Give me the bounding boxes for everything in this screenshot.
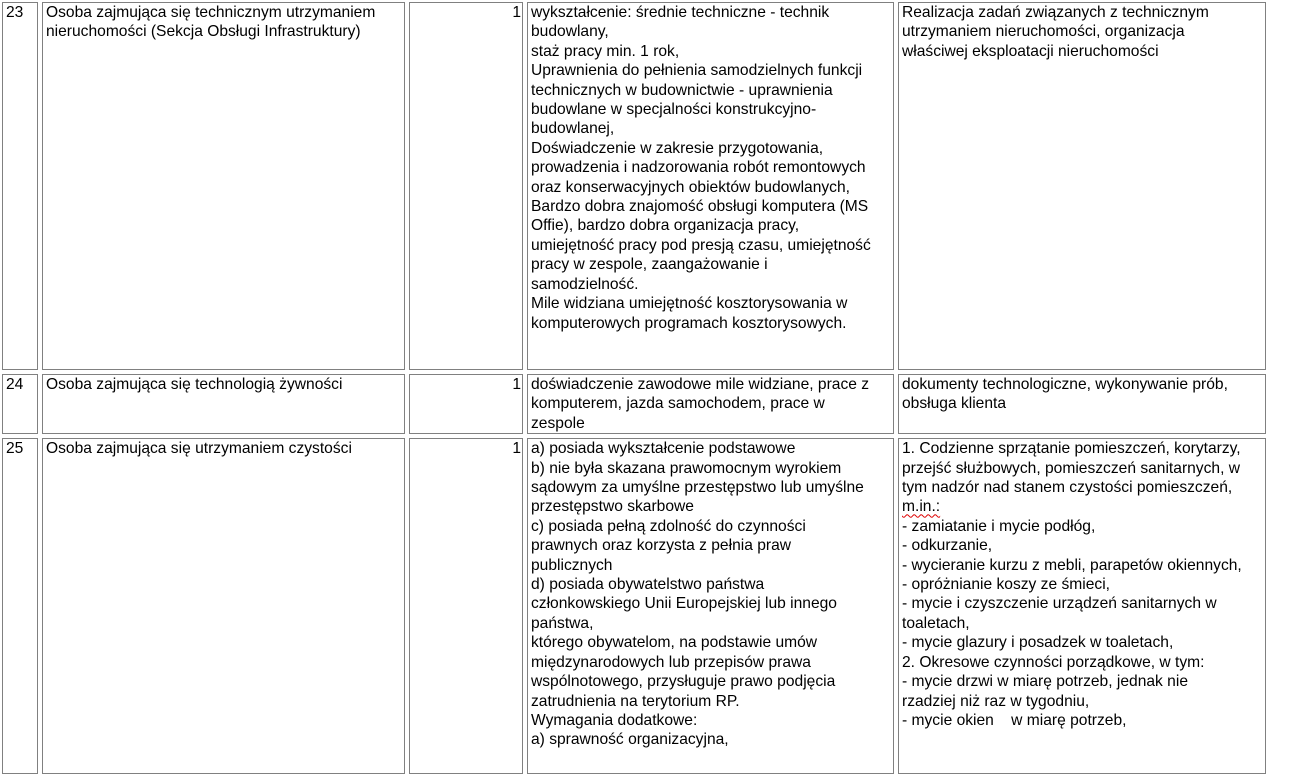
- requirement-line: Bardzo dobra znajomość obsługi komputera (MS: [531, 198, 869, 216]
- requirement-line: międzynarodowych lub przepisów prawa: [531, 653, 811, 671]
- position-line: Osoba zajmująca się utrzymaniem czystości: [46, 440, 352, 458]
- duties-cell: [898, 2, 1266, 370]
- duty-line: m.in.:: [902, 498, 941, 516]
- requirement-line: sądowym za umyślne przestępstwo lub umyślne: [531, 479, 864, 497]
- row-number-cell: [2, 2, 38, 370]
- requirement-line: Offie), bardzo dobra organizacja pracy,: [531, 217, 800, 235]
- row-number-cell: [2, 374, 38, 434]
- row-number: 24: [6, 376, 24, 393]
- requirement-line: d) posiada obywatelstwo państwa: [531, 576, 765, 594]
- duty-line: - mycie glazury i posadzek w toaletach,: [902, 634, 1174, 652]
- duty-line: 1. Codzienne sprzątanie pomieszczeń, korytarzy,: [902, 440, 1241, 458]
- duty-line: utrzymaniem nieruchomości, organizacja: [902, 23, 1185, 41]
- duty-line: 2. Okresowe czynności porządkowe, w tym:: [902, 653, 1205, 671]
- requirement-line: wykształcenie: średnie techniczne - technik: [531, 4, 830, 21]
- duties-cell: [898, 374, 1266, 434]
- requirement-line: b) nie była skazana prawomocnym wyrokiem: [531, 459, 842, 477]
- duty-line: toaletach,: [902, 614, 970, 632]
- duty-line: - wycieranie kurzu z mebli, parapetów okiennych,: [902, 556, 1242, 574]
- duty-line: właściwej eksploatacji nieruchomości: [902, 42, 1159, 60]
- row-number-cell: [2, 438, 38, 774]
- requirement-line: publicznych: [531, 556, 613, 574]
- requirement-line: c) posiada pełną zdolność do czynności: [531, 517, 806, 535]
- count-cell: [409, 2, 523, 370]
- duty-line: - odkurzanie,: [902, 537, 993, 555]
- requirement-line: pracy w zespole, zaangażowanie i: [531, 256, 768, 274]
- requirement-line: staż pracy min. 1 rok,: [531, 42, 680, 60]
- requirement-line: członkowskiego Unii Europejskiej lub innego: [531, 595, 837, 613]
- requirement-line: Doświadczenie w zakresie przygotowania,: [531, 139, 824, 157]
- position-line: nieruchomości (Sekcja Obsługi Infrastruktury): [46, 23, 361, 41]
- requirement-line: zatrudnienia na terytorium RP.: [531, 692, 740, 710]
- requirement-line: państwa,: [531, 614, 594, 632]
- count: 1: [512, 4, 521, 21]
- requirement-line: Mile widziana umiejętność kosztorysowania w: [531, 295, 848, 313]
- requirement-line: prowadzenia i nadzorowania robót remontowych: [531, 159, 866, 177]
- duty-line: obsługa klienta: [902, 395, 1007, 413]
- duty-line: - mycie okien w miarę potrzeb,: [902, 711, 1127, 729]
- duties-cell: [898, 438, 1266, 774]
- requirement-line: komputerowych programach kosztorysowych.: [531, 314, 847, 332]
- duty-line: - opróżnianie koszy ze śmieci,: [902, 576, 1110, 594]
- count-cell: [409, 438, 523, 774]
- table-row: [2, 374, 1266, 434]
- position-cell: [42, 438, 405, 774]
- position-cell: [42, 374, 405, 434]
- requirement-line: technicznych w budownictwie - uprawnienia: [531, 81, 833, 99]
- requirement-line: przestępstwo skarbowe: [531, 498, 694, 516]
- requirement-line: prawnych oraz korzysta z pełnia praw: [531, 537, 792, 555]
- count-cell: [409, 374, 523, 434]
- duty-line: przejść służbowych, pomieszczeń sanitarnych, w: [902, 459, 1240, 477]
- requirement-line: Uprawnienia do pełnienia samodzielnych funkcji: [531, 62, 863, 80]
- requirement-line: wspólnotowego, przysługuje prawo podjęcia: [531, 673, 836, 691]
- position-line: Osoba zajmująca się technologią żywności: [46, 376, 343, 393]
- row-number: 23: [6, 4, 24, 21]
- count: 1: [512, 376, 521, 393]
- requirement-line: Wymagania dodatkowe:: [531, 711, 698, 729]
- duty-line: - mycie drzwi w miarę potrzeb, jednak nie: [902, 673, 1188, 691]
- duty-line: rzadziej niż raz w tygodniu,: [902, 692, 1090, 710]
- table-row: [2, 438, 1266, 774]
- requirement-line: samodzielność.: [531, 275, 639, 293]
- requirement-line: a) sprawność organizacyjna,: [531, 731, 729, 749]
- position-cell: [42, 2, 405, 370]
- requirement-line: budowlane w specjalności konstrukcyjno-: [531, 101, 817, 119]
- row-number: 25: [6, 440, 24, 458]
- requirement-line: oraz konserwacyjnych obiektów budowlanych,: [531, 178, 850, 196]
- requirement-line: zespole: [531, 414, 585, 432]
- requirement-line: którego obywatelom, na podstawie umów: [531, 634, 818, 652]
- requirement-line: budowlanej,: [531, 120, 615, 138]
- position-line: Osoba zajmująca się technicznym utrzymaniem: [46, 4, 376, 21]
- requirement-line: budowlany,: [531, 23, 609, 41]
- duty-line: Realizacja zadań związanych z technicznym: [902, 4, 1209, 21]
- requirement-line: umiejętność pracy pod presją czasu, umiejętność: [531, 236, 871, 254]
- duty-line: tym nadzór nad stanem czystości pomieszczeń,: [902, 479, 1233, 497]
- requirements-cell: [527, 2, 894, 370]
- count: 1: [512, 440, 521, 458]
- duty-line: - zamiatanie i mycie podłóg,: [902, 517, 1096, 535]
- requirement-line: komputerem, jazda samochodem, prace w: [531, 395, 825, 413]
- duty-line: dokumenty technologiczne, wykonywanie prób,: [902, 376, 1228, 393]
- requirements-cell: [527, 374, 894, 434]
- requirement-line: a) posiada wykształcenie podstawowe: [531, 440, 796, 458]
- duty-line: - mycie i czyszczenie urządzeń sanitarnych w: [902, 595, 1217, 613]
- requirements-cell: [527, 438, 894, 774]
- table-row: [2, 2, 1266, 370]
- requirement-line: doświadczenie zawodowe mile widziane, prace z: [531, 376, 870, 393]
